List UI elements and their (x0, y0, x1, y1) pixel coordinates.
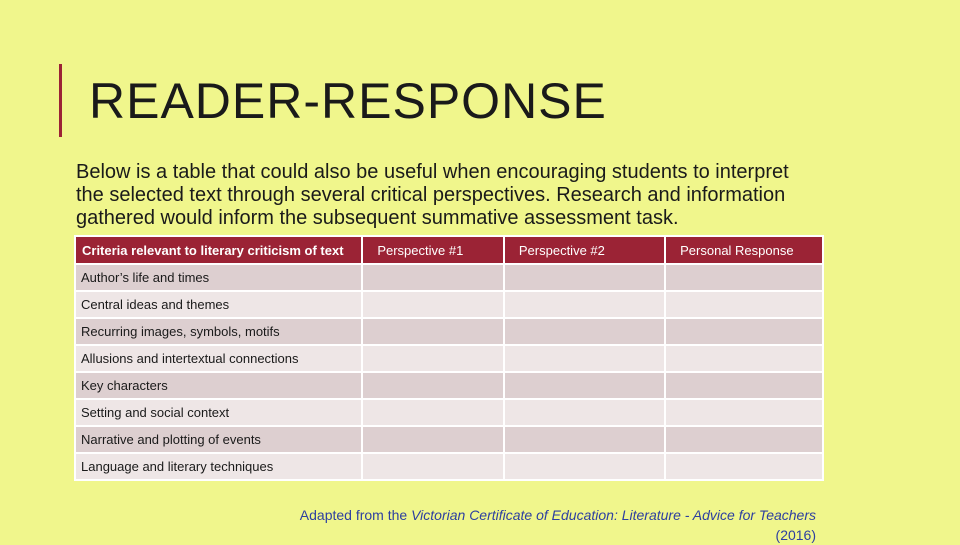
row-criterion: Key characters (76, 373, 361, 398)
title-accent-bar (59, 64, 62, 137)
table-row (76, 400, 822, 425)
source-caption (280, 505, 816, 545)
table-header-row (76, 237, 822, 263)
cell-perspective-2 (505, 427, 664, 452)
cell-perspective-1 (363, 346, 503, 371)
cell-personal-response (666, 400, 822, 425)
table-row (76, 427, 822, 452)
table-row (76, 265, 822, 290)
cell-perspective-2 (505, 346, 664, 371)
row-criterion: Setting and social context (76, 400, 361, 425)
cell-perspective-2 (505, 265, 664, 290)
cell-perspective-2 (505, 454, 664, 479)
row-criterion: Author’s life and times (76, 265, 361, 290)
row-criterion: Allusions and intertextual connections (76, 346, 361, 371)
cell-perspective-1 (363, 265, 503, 290)
slide-title: READER-RESPONSE (89, 73, 607, 129)
table-row (76, 373, 822, 398)
table-row (76, 346, 822, 371)
header-perspective-1: Perspective #1 (363, 237, 503, 263)
cell-personal-response (666, 292, 822, 317)
row-criterion: Narrative and plotting of events (76, 427, 361, 452)
header-perspective-2: Perspective #2 (505, 237, 664, 263)
cell-perspective-2 (505, 319, 664, 344)
caption-prefix: Adapted from the (299, 507, 412, 523)
cell-perspective-1 (363, 427, 503, 452)
header-personal-response: Personal Response (666, 237, 822, 263)
caption-year: (2016) (775, 527, 816, 543)
cell-personal-response (666, 427, 822, 452)
intro-paragraph: Below is a table that could also be useful when encouraging students to interpret the selected text through several critical perspectives. Research and information gathered would inform the subsequent summative assessment task. (76, 161, 789, 229)
cell-personal-response (666, 454, 822, 479)
cell-perspective-1 (363, 400, 503, 425)
cell-personal-response (666, 346, 822, 371)
header-criteria: Criteria relevant to literary criticism of text (76, 237, 361, 263)
criteria-table (74, 235, 824, 481)
cell-perspective-1 (363, 319, 503, 344)
row-criterion: Central ideas and themes (76, 292, 361, 317)
cell-personal-response (666, 319, 822, 344)
caption-source-title: Victorian Certificate of Education: Literature - Advice for Teachers (411, 507, 816, 523)
row-criterion: Recurring images, symbols, motifs (76, 319, 361, 344)
cell-perspective-2 (505, 292, 664, 317)
cell-perspective-1 (363, 454, 503, 479)
table-row (76, 454, 822, 479)
cell-perspective-2 (505, 373, 664, 398)
cell-perspective-2 (505, 400, 664, 425)
cell-perspective-1 (363, 373, 503, 398)
row-criterion: Language and literary techniques (76, 454, 361, 479)
table-row (76, 319, 822, 344)
cell-personal-response (666, 373, 822, 398)
cell-perspective-1 (363, 292, 503, 317)
cell-personal-response (666, 265, 822, 290)
table-row (76, 292, 822, 317)
